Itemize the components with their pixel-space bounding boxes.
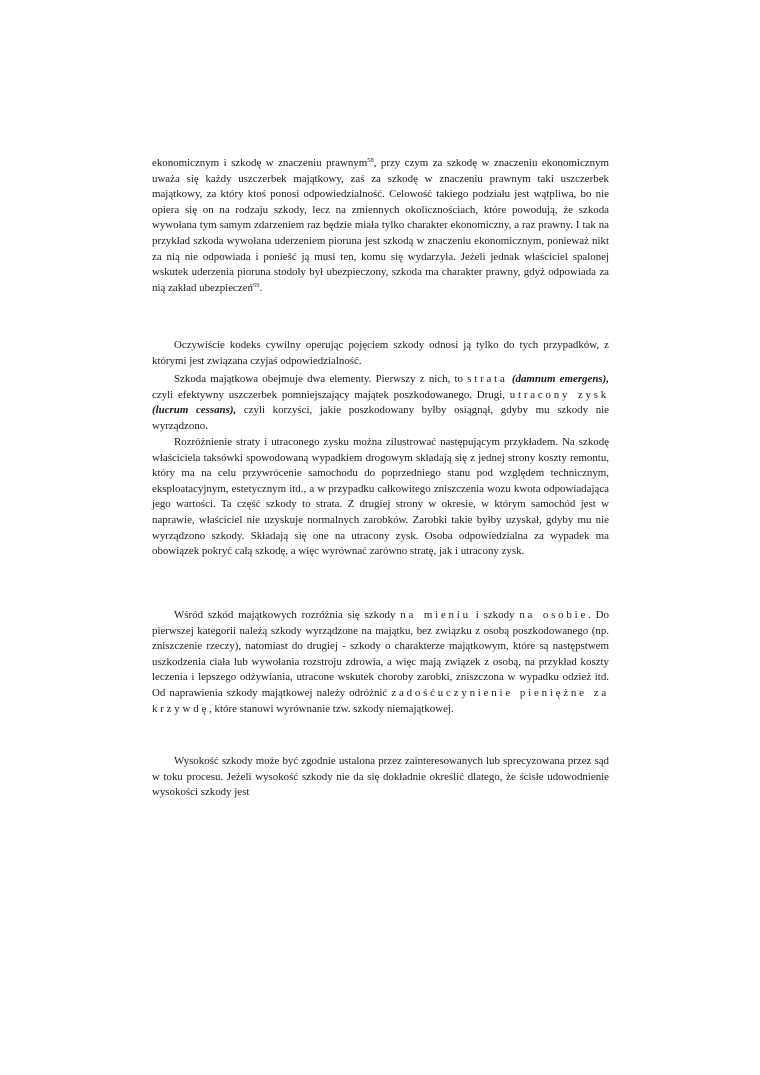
text-run: Oczywiście kodeks cywilny operując pojęciem szkody odnosi ją tylko do tych przypadków, z którymi jest związana czyjaś odpowiedzialność.: [152, 339, 609, 367]
text-run: , które stanowi wyrównanie tzw. szkody niemajątkowej.: [209, 702, 454, 715]
footnote-ref-59: 59: [252, 281, 260, 289]
text-run: , przy czym za szkodę w znaczeniu ekonomicznym uważa się każdy uszczerbek majątkowy, zaś za szkodę w znaczeniu prawnym taki uszczerbek majątkowy, za który ktoś ponosi odpowiedzialność. Celowość takiego podziału jest wątpliwa, bo nie opiera się on na rodzaju szkody, lecz na zmiennych okolicznościach, które powodują, że szkoda wywołana tym samym zdarzeniem raz będzie miała tylko charakter ekonomiczny, a raz prawny. I tak na przykład szkoda wywołana uderzeniem pioruna jest szkodą w znaczeniu ekonomicznym, ponieważ nikt za nią nie odpowiada i poniešć ją musi ten, komu się wydarzyła. Jeżeli jednak właściciel spalonej wskutek uderzenia pioruna stodoły był ubezpieczony, szkoda ma charakter prawny, gdyż odpowiada za nią zakład ubezpieczeń: [152, 157, 609, 294]
text-run: .: [259, 281, 263, 294]
text-run: czyli korzyści, jakie poszkodowany byłby osiągnął, gdyby mu szkody nie wyrządzono.: [152, 404, 609, 432]
paragraph-property-damage-elements: [152, 372, 609, 434]
text-run: Wysokość szkody może być zgodnie ustalona przez zainteresowanych lub sprecyzowana przez sąd w toku procesu. Jeżeli wysokość szkody nie da się dokładnie określić dlatego, że ścisłe udowodnienie wysokości szkody jest: [152, 755, 609, 799]
spaced-term-na-osobie: na osobie: [519, 609, 589, 621]
paragraph-damage-amount: [152, 754, 609, 801]
latin-term-damnum-emergens: (damnum emergens),: [511, 373, 609, 385]
spaced-term-na-mieniu: na mieniu: [400, 609, 471, 621]
spaced-term-zadoscuczynienie: zadośćuczynienie pieniężne za krzywdę: [152, 686, 609, 715]
text-run: Wśród szkód majątkowych rozróżnia się szkody: [174, 609, 401, 621]
text-run: ekonomicznym i szkodę w znaczeniu prawnym: [152, 157, 368, 169]
text-run: Rozróżnienie straty i utraconego zysku można zilustrować następującym przykładem. Na szkodę właściciela taksówki spowodowaną wypadkiem drogowym składają się z jednej strony koszty remontu, który ma na celu przywrócenie samochodu do poprzedniego stanu pod względem technicznym, eksploatacyjnym, estetycznym itd., a w przypadku całkowitego zniszczenia wozu kwota odpowiadająca jego wartości. Ta część szkody to strata. Z drugiej strony w okresie, w którym samochód jest w naprawie, właściciel nie uzyskuje normalnych zarobków. Zarobki takie byłby uzyskał, gdyby mu nie wyrządzono szkody. Składają się one na utracony zysk. Osoba odpowiedzialna za wypadek ma obowiązek pokryć całą szkodę, a więc wyrównać zarówno stratę, jak i utracony zysk.: [152, 436, 609, 558]
text-run: czyli efektywny uszczerbek pomniejszający majątek poszkodowanego. Drugi,: [152, 388, 510, 401]
spaced-term-strata: strata: [467, 373, 508, 385]
footnote-ref-58: 58: [367, 157, 374, 164]
spaced-term-utracony-zysk: utracony zysk: [509, 388, 610, 401]
paragraph-taxi-example: [152, 435, 609, 560]
text-run: i szkody: [470, 609, 520, 621]
latin-term-lucrum-cessans: (lucrum cessans),: [152, 404, 237, 417]
paragraph-property-vs-person-damage: [152, 608, 609, 717]
paragraph-economic-vs-legal-damage: [152, 156, 609, 296]
text-run: . Do pierwszej kategorii należą szkody wyrządzone na majątku, bez związku z osobą poszkodowanego (np. zniszczenie rzeczy), natomiast do drugiej - szkody o charakterze majątkowym, które są następstwem uszkodzenia ciała lub wywołania rozstroju zdrowia, a więc mają związek z osobą, na przykład koszty leczenia i lepszego odżywiania, utracone wskutek choroby zarobki, zniszczona w wypadku odzież itd. Od naprawienia szkody majątkowej należy odróżnić: [152, 609, 609, 699]
text-run: Szkoda majątkowa obejmuje dwa elementy. Pierwszy z nich, to: [174, 373, 468, 385]
paragraph-civil-code-note: [152, 338, 609, 369]
